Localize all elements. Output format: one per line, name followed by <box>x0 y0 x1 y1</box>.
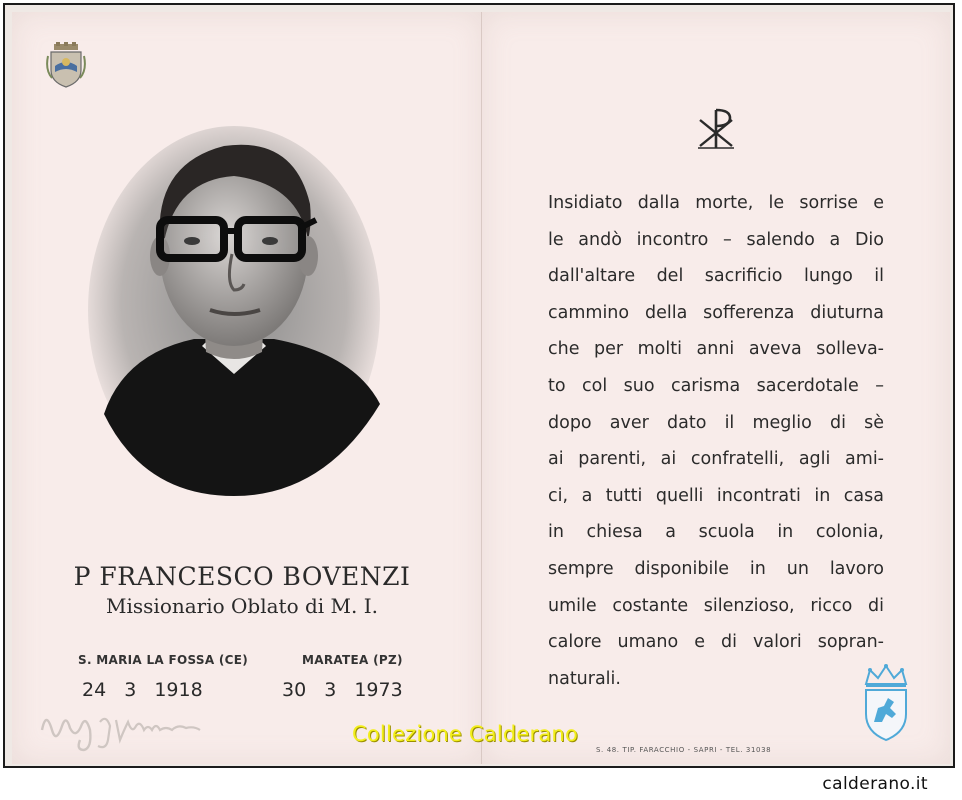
verse-line: calore umano e di valori sopran- <box>548 632 884 653</box>
verse-line: dopo aver dato il meglio di sè <box>548 412 884 433</box>
crest-icon <box>46 42 86 88</box>
deceased-name: P FRANCESCO BOVENZI <box>73 562 411 591</box>
site-url[interactable]: calderano.it <box>822 774 928 794</box>
memorial-verse <box>548 188 884 700</box>
verse-line: umile costante silenzioso, ricco di <box>548 595 884 616</box>
verse-line: in chiesa a scuola in colonia, <box>548 522 884 543</box>
birth-place: S. MARIA LA FOSSA (CE) <box>78 653 249 667</box>
birth-date: 24 3 1918 <box>82 679 203 701</box>
blue-crest-icon <box>860 662 912 742</box>
religious-order: Missionario Oblato di M. I. <box>106 594 378 618</box>
printer-credit: S. 48. TIP. FARACCHIO - SAPRI - TEL. 31038 <box>596 746 772 754</box>
verse-line: ai parenti, ai confratelli, agli ami- <box>548 449 884 470</box>
verse-line: Insidiato dalla morte, le sorrise e <box>548 193 884 213</box>
verse-line: le andò incontro – salendo a Dio <box>548 229 884 250</box>
verse-line: naturali. <box>548 668 621 689</box>
signature-mark <box>36 700 206 754</box>
verse-line: ci, a tutti quelli incontrati in casa <box>548 485 884 506</box>
death-place: MARATEA (PZ) <box>302 653 403 667</box>
portrait-photo <box>84 124 384 496</box>
verse-line: che per molti anni aveva sollevа- <box>548 339 884 360</box>
chi-rho-icon <box>694 106 738 150</box>
fold-line <box>481 12 482 764</box>
verse-line: dall'altare del sacrificio lungo il <box>548 266 884 287</box>
verse-line: to col suo carisma sacerdotale – <box>548 375 884 396</box>
collection-watermark: Collezione Calderano <box>352 722 578 746</box>
verse-line: cammino della sofferenza diuturna <box>548 302 884 323</box>
verse-line: sempre disponibile in un lavoro <box>548 558 884 579</box>
death-date: 30 3 1973 <box>282 679 403 701</box>
